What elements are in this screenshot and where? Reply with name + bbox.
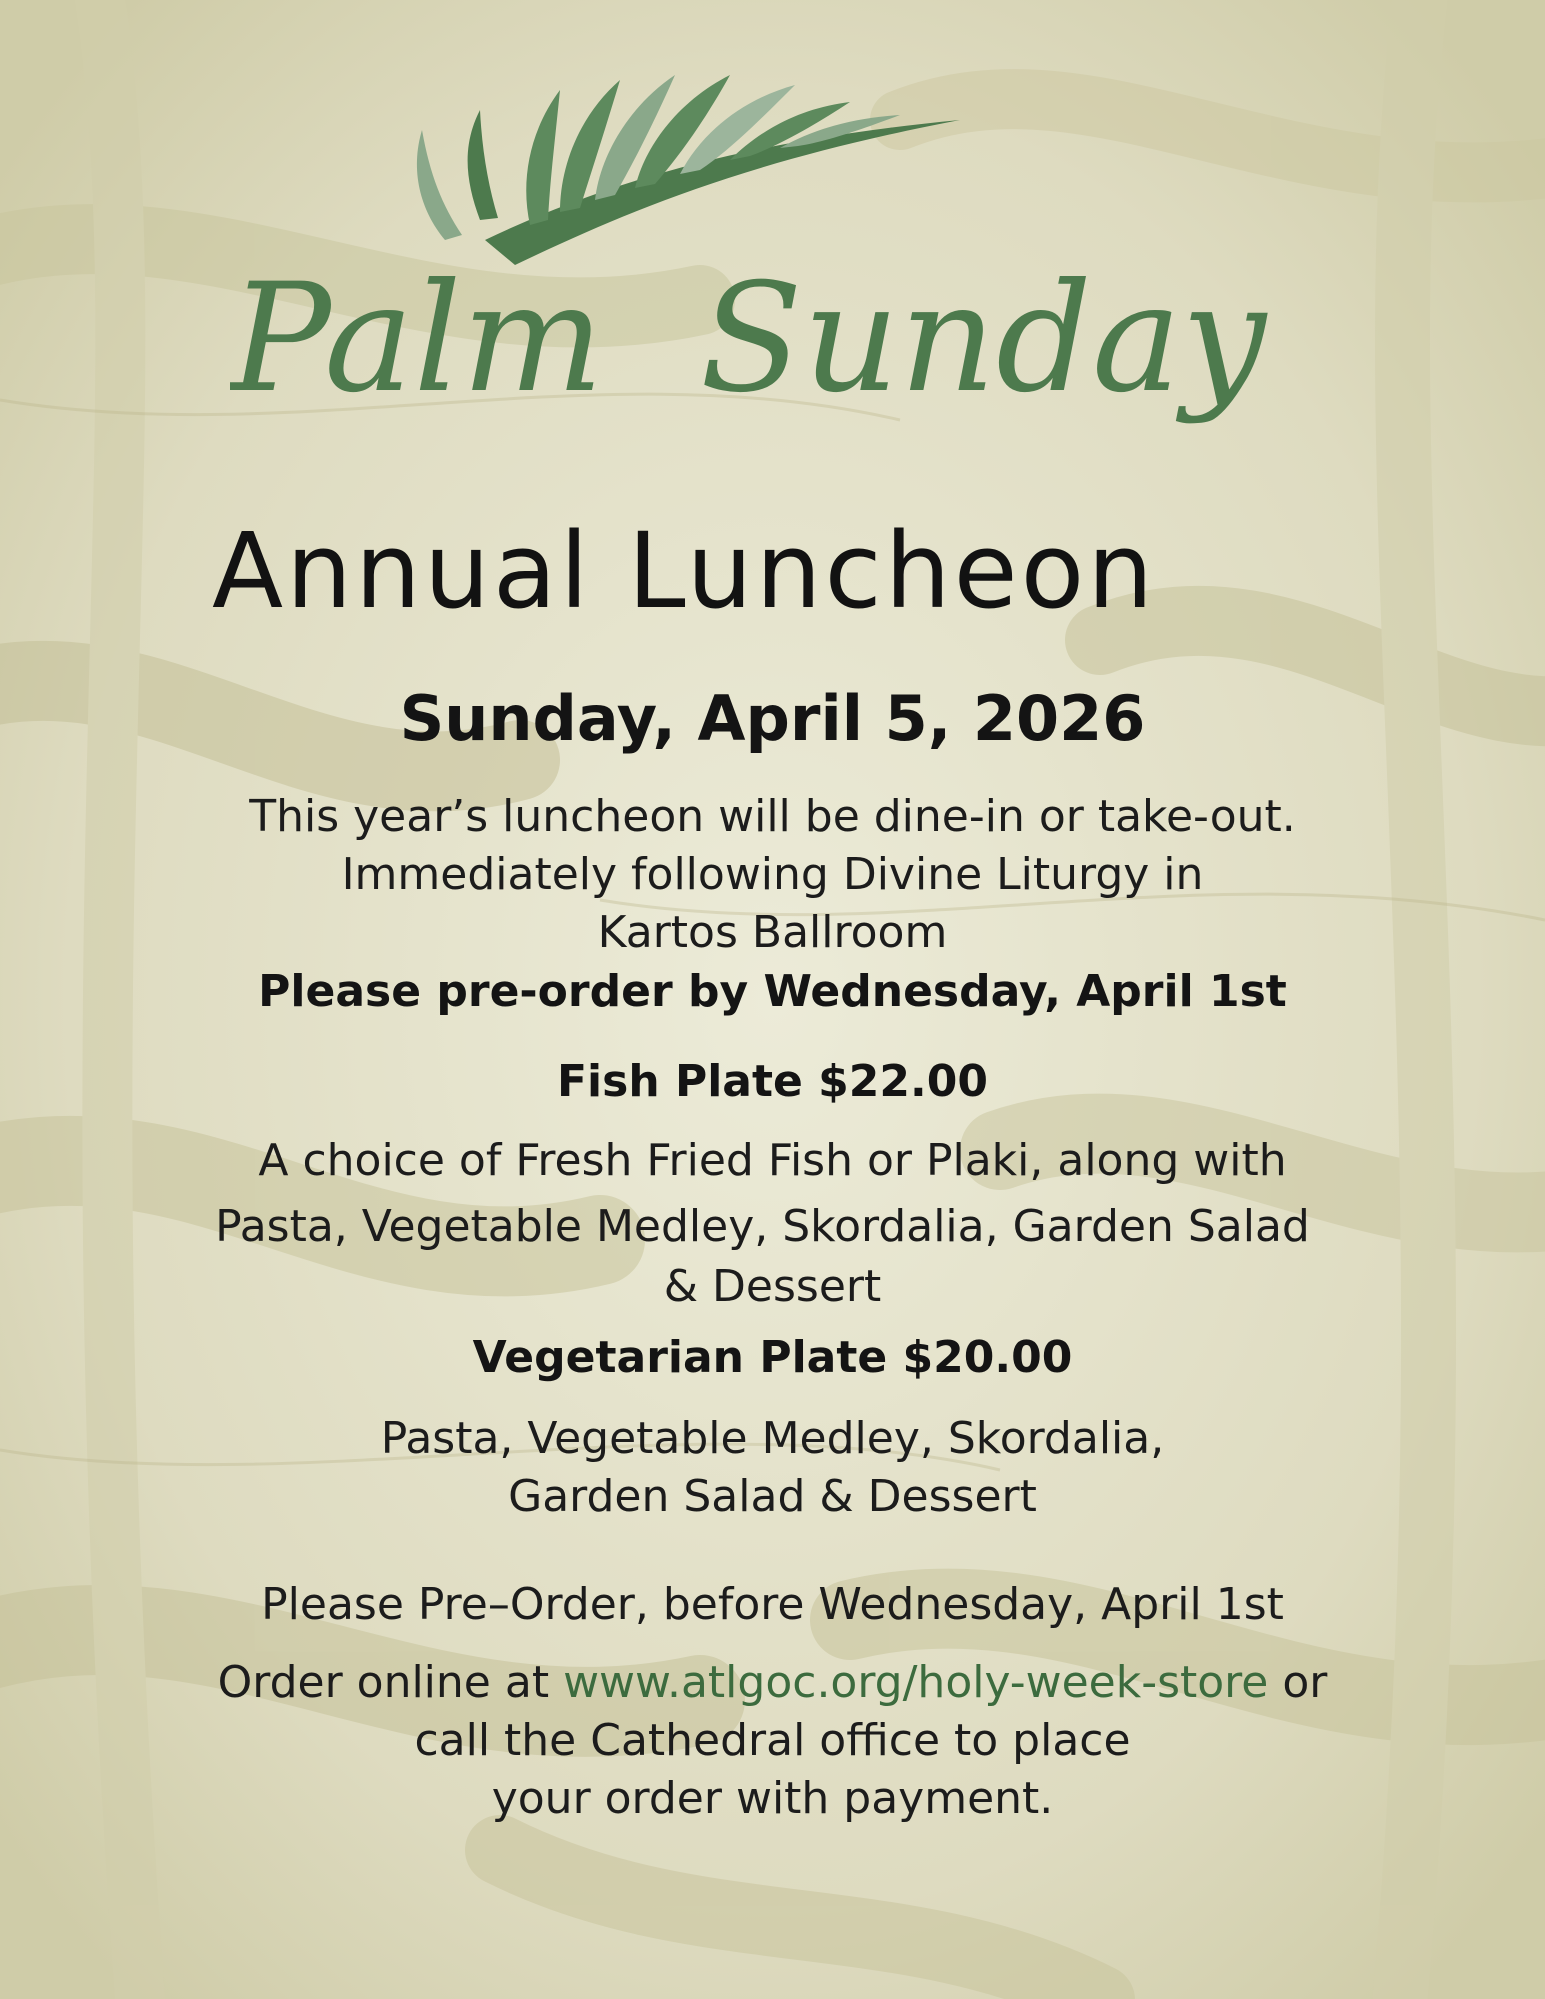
order-payment-line: your order with payment.: [491, 1773, 1054, 1824]
order-online-suffix: or: [1268, 1657, 1328, 1708]
preorder-reminder: Please Pre–Order, before Wednesday, April 1st: [261, 1579, 1284, 1630]
fish-plate-line-2: Pasta, Vegetable Medley, Skordalia, Garden Salad: [215, 1201, 1310, 1252]
palm-sunday-logo: [230, 50, 1320, 470]
fish-plate-line-3: & Dessert: [663, 1261, 882, 1312]
store-link[interactable]: www.atlgoc.org/holy-week-store: [563, 1657, 1269, 1708]
fish-plate-line-1: A choice of Fresh Fried Fish or Plaki, along with: [258, 1135, 1287, 1186]
order-online-line: [0, 1654, 1545, 1712]
order-online-prefix: Order online at: [217, 1657, 564, 1708]
intro-line-1: This year’s luncheon will be dine-in or take-out.: [249, 791, 1296, 842]
event-date: Sunday, April 5, 2026: [399, 682, 1146, 755]
vegetarian-plate-heading: Vegetarian Plate $20.00: [472, 1332, 1073, 1383]
logo-word-sunday: Sunday: [700, 252, 1267, 426]
intro-line-2: Immediately following Divine Liturgy in: [341, 849, 1204, 900]
fish-plate-heading: Fish Plate $22.00: [557, 1056, 988, 1107]
intro-line-3: Kartos Ballroom: [597, 907, 948, 958]
vegetarian-plate-line-2: Garden Salad & Dessert: [508, 1471, 1037, 1522]
palm-leaf-icon: [417, 75, 960, 265]
logo-word-palm: Palm: [230, 252, 604, 426]
page-title: Annual Luncheon: [212, 510, 1157, 632]
preorder-deadline: Please pre-order by Wednesday, April 1st: [258, 966, 1287, 1017]
vegetarian-plate-line-1: Pasta, Vegetable Medley, Skordalia,: [380, 1413, 1165, 1464]
order-call-line: call the Cathedral office to place: [414, 1715, 1131, 1766]
